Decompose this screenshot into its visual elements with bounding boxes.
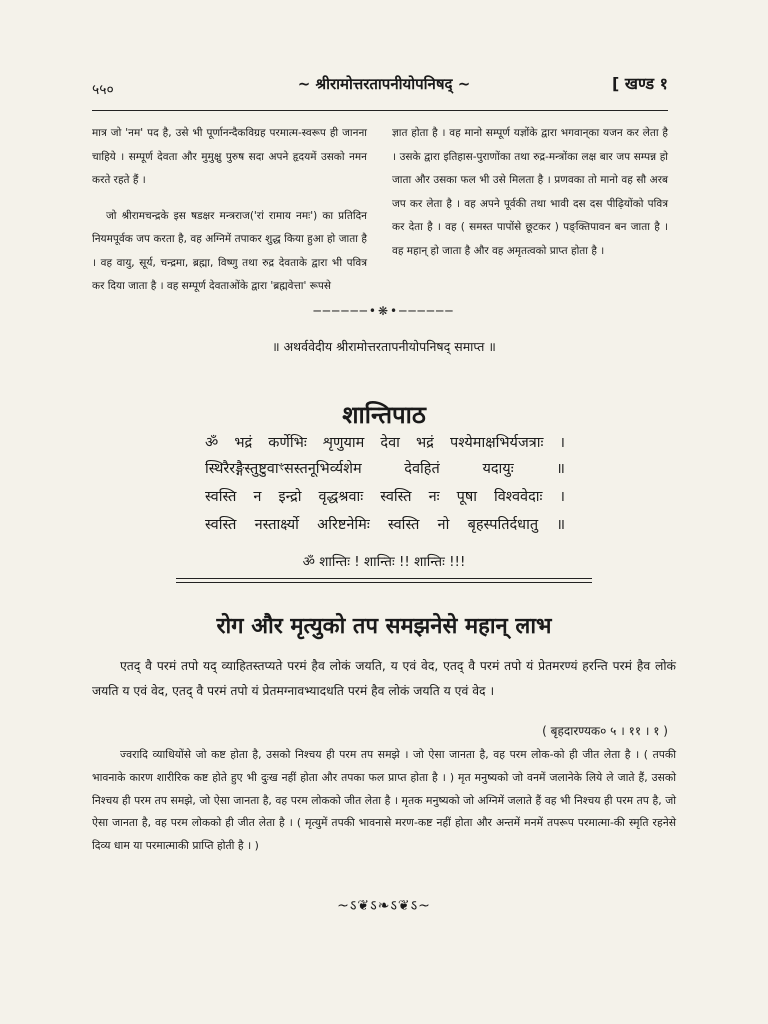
section-title: रोग और मृत्युको तप समझनेसे महान् लाभ [216,614,552,639]
shanti-verse-2: स्थिरैरङ्गैस्तुष्टुवाꣳसस्तनूभिर्व्यशेम देवहितं यदायुः ॥ [205,461,565,477]
left-paragraph-1: मात्र जो 'नम' पद है, उसे भी पूर्णानन्दैकविग्रह परमात्म-स्वरूप ही जानना चाहिये । सम्पूर्ण देवता और मुमुक्षु पुरुष सदा अपने हृदयमें उसको नमन करते रहते हैं । [92,127,367,186]
shanti-verse-1: ॐ भद्रं कर्णेभिः शृणुयाम देवा भद्रं पश्येमाक्षभिर्यजत्राः । [205,435,565,451]
section-marker: [ खण्ड १ [611,74,668,93]
divider-ornament: ──────•❋•────── [313,304,455,318]
left-column [92,122,367,311]
shanti-verse-4: स्वस्ति नस्तार्क्ष्यो अरिष्टनेमिः स्वस्ति नो बृहस्पतिर्दधातु ॥ [205,517,565,533]
shanti-invocation: ॐ शान्तिः ! शान्तिः !! शान्तिः !!! [302,554,466,570]
right-column [392,122,668,275]
running-title: ~ श्रीरामोत्तरतापनीयोपनिषद् ~ [297,75,471,93]
section-rule-bottom [176,582,592,583]
translation-text: ज्वरादि व्याधियोंसे जो कष्ट होता है, उसको निश्चय ही परम तप समझे । जो ऐसा जानता है, वह परम लोक-को ही जीत लेता है । ( तपकी भावनाके कारण शारीरिक कष्ट होते हुए भी दुःख नहीं होता और तपका फल प्राप्त होता है । ) मृत मनुष्यको जो वनमें जलानेके लिये ले जाते हैं, उसको निश्चय ही परम तप समझे, जो ऐसा जानता है, वह परम लोकको जीत लेता है । मृतक मनुष्यको जो अग्निमें जलाते हैं वह भी निश्चय ही परम तप है, जो ऐसा जानता है, वह परम लोकको ही जीत लेता है । ( मृत्युमें तपकी भावनासे मरण-कष्ट नहीं होता और अन्तमें मनमें तपरूप परमात्मा-की स्मृति रहनेसे दिव्य धाम या परमात्माकी प्राप्ति होती है । ) [92,748,676,853]
page-number: ५५० [92,82,114,98]
shantipath-title: शान्तिपाठ [342,401,426,429]
mantra-text: एतद् वै परमं तपो यद् व्याहितस्तप्यते परमं हैव लोकं जयति, य एवं वेद, एतद् वै परमं तपो यं प्रेतमरण्यं हरन्ति परमं हैव लोकं जयति य एवं वेद, एतद् वै परमं तपो यं प्रेतमग्नावभ्यादधति परमं हैव लोकं जयति य एवं वेद । [92,659,676,698]
header-rule [92,110,668,111]
shanti-verse-3: स्वस्ति न इन्द्रो वृद्धश्रवाः स्वस्ति नः पूषा विश्ववेदाः । [205,489,565,505]
mantra-reference: ( बृहदारण्यक० ५ । ११ । १ ) [542,724,668,738]
left-paragraph-2: जो श्रीरामचन्द्रके इस षडक्षर मन्त्रराज('रां रामाय नमः') का प्रतिदिन नियमपूर्वक जप करता है, वह अग्निमें तपाकर शुद्ध किया हुआ हो जाता है । वह वायु, सूर्य, चन्द्रमा, ब्रह्मा, विष्णु तथा रुद्र देवताके द्वारा भी पवित्र कर दिया जाता है । वह सम्पूर्ण देवताओंके द्वारा 'ब्रह्मवेत्ता' रूपसे [92,209,367,292]
section-rule-top [176,578,592,579]
completion-line: ॥ अथर्ववेदीय श्रीरामोत्तरतापनीयोपनिषद् समाप्त ॥ [272,339,496,354]
end-ornament: ~ऽ❦ऽ❧ऽ❦ऽ~ [337,898,431,914]
right-paragraph-1: ज्ञात होता है । वह मानो सम्पूर्ण यज्ञोंके द्वारा भगवान्‌का यजन कर लेता है । उसके द्वारा इतिहास-पुराणोंका तथा रुद्र-मन्त्रोंका लक्ष बार जप सम्पन्न हो जाता और उसका फल भी उसे मिलता है । प्रणवका तो मानो वह सौ अरब जप कर लेता है । वह अपने पूर्वकी तथा भावी दस दस पीढ़ियोंको पवित्र कर देता है । वह ( समस्त पापोंसे छूटकर ) पङ्क्तिपावन बन जाता है । वह महान् हो जाता है और वह अमृतत्वको प्राप्त होता है । [392,127,668,257]
